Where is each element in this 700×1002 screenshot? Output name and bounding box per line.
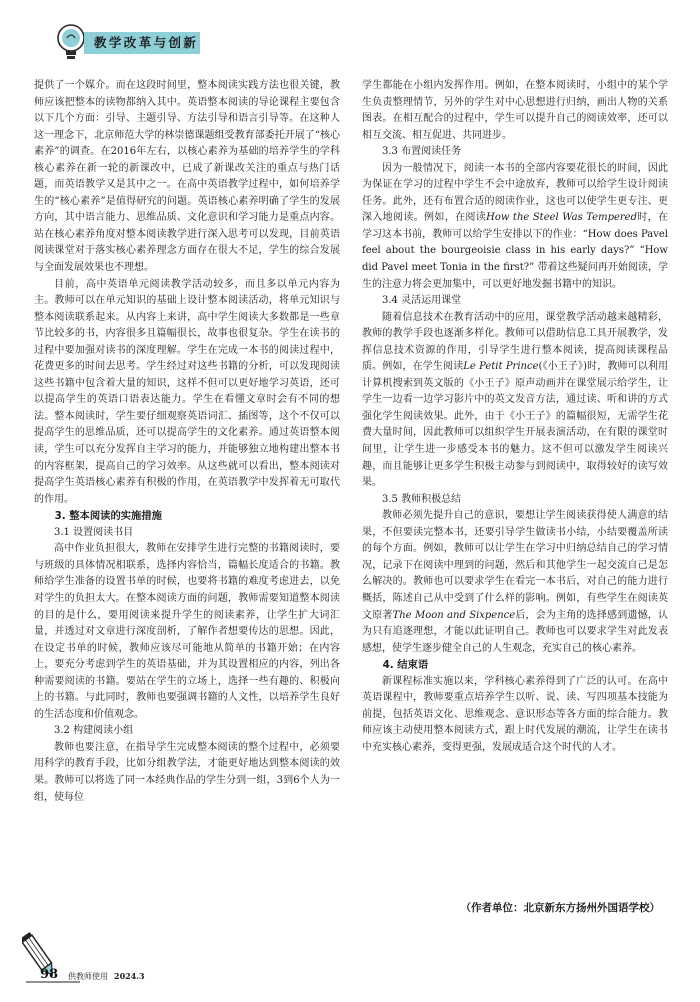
body-paragraph: 高中作业负担很大，教师在安排学生进行完整的书籍阅读时，要与班级的具体情况相联系，选择内容恰当，篇幅长度适合的书籍。教师给学生准备的设置书单的时候，也要将书籍的难度考虑进去，以免对学生的负担太大。在整本阅读方面的问题，教师需要知道整本阅读的目的是什么，要用阅读来提升学生的阅读素养，让学生扩大词汇量，并透过对文章进行深度剖析，了解作者想要传达的思想。因此，在设定书单的时候，教师应该尽可能地从简单的书籍开始；在内容上，要充分考虑到学生的英语基础，并为其设置相应的内容，列出各种需要阅读的书籍。要站在学生的立场上，选择一些有趣的、积极向上的书籍。与此同时，教师也要强调书籍的人文性，以培养学生良好的生活态度和价值观念。 bbox=[34, 543, 340, 720]
text-run: 后，会为主角的选择感到遗憾，认为只有追逐理想，才能以此证明自己。教师也可以要求学生对此发表感想，使学生逐步健全自己的人生观念，充实自己的核心素养。 bbox=[362, 609, 668, 654]
body-paragraph bbox=[362, 161, 668, 293]
section-heading: 3. 整本阅读的实施措施 bbox=[54, 510, 162, 523]
book-title: Le Petit Prince bbox=[463, 361, 539, 373]
text-run: 时，在学习这本书前，教师可以给学生安排以下的作业：“How does Pavel feel about the bourgeoisie class in his early days?” “How did Pavel meet Tonia in the first?” 带着这些疑问再开始阅读，学生的注意力将会更加集中，可以更好地发掘书籍中的知识。 bbox=[362, 212, 669, 290]
text-run: 教师必须先提升自己的意识，要想让学生阅读获得使人满意的结果，不但要读完整本书，还要引导学生做读书小结，小结要覆盖所读的每个方面。例如，教师可以让学生在学习中归纳总结自己的学习情况，记录下在阅读中理到的问题，然后和其他学生一起交流自己是怎么解决的。教师也可以要求学生在看完一本书后，对自己的能力进行概括，陈述自己从中受到了什么样的影响。例如，有些学生在阅读英文原著 bbox=[362, 510, 668, 621]
issue-date: 2024.3 bbox=[114, 971, 145, 981]
subsection-heading: 3.3 布置阅读任务 bbox=[382, 146, 462, 158]
text-run: 随着信息技术在教育活动中的应用，课堂教学活动越来越精彩，教师的教学手段也逐渐多样化。教师可以借助信息工具开展教学，发挥信息技术资源的作用，引导学生进行整本阅读，提高阅读课程品质。例如，在学生阅读 bbox=[362, 311, 668, 373]
page-header bbox=[54, 20, 674, 64]
author-affiliation: （作者单位：北京新东方扬州外国语学校） bbox=[460, 902, 660, 914]
body-paragraph: 学生都能在小组内发挥作用。例如，在整本阅读时，小组中的某个学生负责整理情节，另外的学生对中心思想进行归纳，画出人物的关系图表。在相互配合的过程中，学生可以提升自己的阅读效率，还可以相互交流、相互促进、共同进步。 bbox=[362, 80, 668, 141]
subsection-heading: 3.5 教师积极总结 bbox=[382, 493, 462, 505]
subsection-heading: 3.1 设置阅读书目 bbox=[54, 526, 134, 538]
book-title: The Moon and Sixpence bbox=[392, 609, 516, 621]
right-column bbox=[362, 78, 668, 756]
body-paragraph: 目前，高中英语单元阅读教学活动较多，而且多以单元内容为主。教师可以在单元知识的基础上设计整本阅读活动，将单元知识与整本阅读联系起来。从内容上来讲，高中学生阅读大多数都是一些章节比较多的书，内容很多且篇幅很长，故事也很复杂。学生在读书的过程中要加强对读书的深度理解。学生在完成一本书的阅读过程中，花费更多的时间去思考。学生经过对这些书籍的分析，可以发现阅读这些书籍中包含着大量的知识，这样不但可以更好地学习英语，还可以提高学生的英语口语表达能力。学生在看懂文章时会有不同的想法。整本阅读时，学生要仔细观察英语词汇、插图等，这个不仅可以提高学生的思维品质，还可以提高学生的文化素养。通过英语整本阅读，学生可以充分发挥自主学习的能力，并能够独立地构建出整本书的内容框架，提高自己的学习效率。从这些就可以看出，整本阅读对提高学生英语核心素养有积极的作用，在英语教学中发挥着无可取代的作用。 bbox=[34, 278, 340, 505]
subsection-heading: 3.4 灵活运用课堂 bbox=[382, 295, 462, 307]
body-paragraph: 教师也要注意，在指导学生完成整本阅读的整个过程中，必须要用科学的教育手段，比如分组教学法，才能更好地达到整本阅读的效果。教师可以将选了同一本经典作品的学生分到一组，3到6个人为一组，使每位 bbox=[34, 741, 340, 803]
text-run: (《小王子》)时，教师可以利用计算机搜索到英文版的《小王子》原声动画并在课堂展示给学生，让学生一边看一边学习影片中的英文发音方法，通过读、听和讲的方式强化学生阅读效果。此外，由于《小王子》的篇幅很短，无需学生花费大量时间，因此教师可以组织学生开展表演活动，在有限的课堂时间里，让学生进一步感受本书的魅力。这不但可以激发学生阅读兴趣，而且能够让更多学生积极主动参与到阅读中，取得较好的读写效果。 bbox=[362, 361, 669, 489]
magazine-name: 供教师使用 bbox=[68, 972, 108, 981]
page-footer bbox=[22, 930, 222, 990]
left-column bbox=[34, 78, 340, 806]
body-paragraph bbox=[362, 508, 668, 657]
page-number: 98 bbox=[40, 967, 59, 982]
body-paragraph: 新课程标准实施以来，学科核心素养得到了广泛的认可。在高中英语课程中，教师要重点培养学生以听、说、读、写四项基本技能为前提，包括英语文化、思维观念、意识形态等各方面的综合能力。教师应该主动使用整本阅读方式，跟上时代发展的潮流，让学生在读书中充实核心素养，变得更强，发展成适合这个时代的人才。 bbox=[362, 675, 668, 753]
header-title: 教学改革与创新 bbox=[94, 35, 199, 50]
body-paragraph bbox=[362, 310, 668, 492]
text-run: 因为一般情况下，阅读一本书的全部内容要花很长的时间，因此为保证在学习的过程中学生不会中途放弃，教师可以给学生设计阅读任务。此外，还有布置合适的阅读作业，这也可以使学生更专注、更深入地阅读。例如，在阅读 bbox=[362, 162, 668, 224]
book-title: How the Steel Was Tempered bbox=[486, 212, 637, 224]
body-paragraph: 提供了一个媒介。而在这段时间里，整本阅读实践方法也很关键，教师应该把整本的读物都纳入其中。英语整本阅读的导论课程主要包含以下几个方面：引导、主题引导、方法引导和语言引导等。在这种人这一理念下，北京师范大学的林崇德课题组受教育部委托开展了“核心素养”的调查。在2016年左右，以核心素养为基础的培养学生的学科核心素养在新一轮的新课改中，已成了新课改关注的重点与热门话题，而英语教学又是其中之一。在高中英语教学过程中，如何培养学生的“核心素养”是值得研究的问题。英语核心素养明确了学生的发展方向，其中语言能力、思维品质、文化意识和学习能力是重点内容。站在核心素养角度对整本阅读教学进行深入思考可以发现，目前英语阅读课堂对于落实核心素养理念方面存在很大不足，学生的综合发展与全面发展效果也不理想。 bbox=[34, 80, 340, 274]
section-heading: 4. 结束语 bbox=[382, 659, 429, 672]
subsection-heading: 3.2 构建阅读小组 bbox=[54, 725, 134, 737]
